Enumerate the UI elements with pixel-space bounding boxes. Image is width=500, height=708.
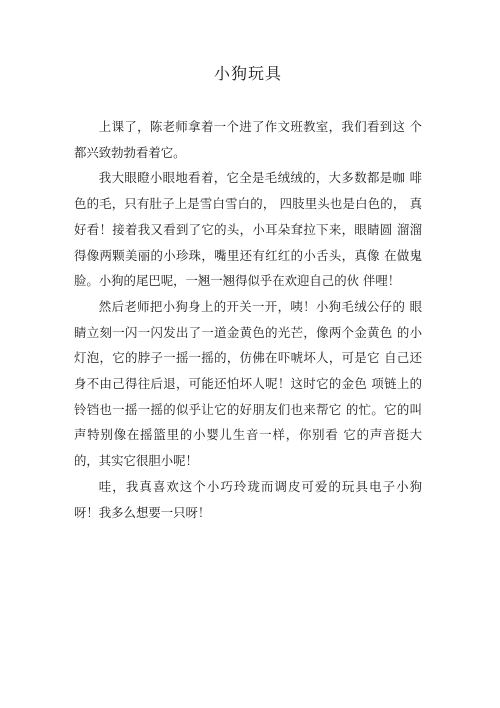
document-page xyxy=(74,62,422,525)
paragraph-2: 我大眼瞪小眼地看着，它全是毛绒绒的，大多数都是咖 啡色的毛，只有肚子上是雪白雪白的， 四肢里头也是白色的， 真好看！接着我又看到了它的头，小耳朵耷拉下来，眼睛圆 溜溜得像两颗美丽的小珍珠，嘴里还有红红的小舌头，真像 在做鬼脸。小狗的尾巴呢，一翘一翘得似乎在欢迎自己的伙 伴哩！ xyxy=(74,170,422,289)
paragraph-1: 上课了，陈老师拿着一个进了作文班教室，我们看到这 个都兴致勃勃看着它。 xyxy=(74,119,422,160)
document-title: 小狗玩具 xyxy=(213,64,282,83)
paragraph-4: 哇，我真喜欢这个小巧玲珑而调皮可爱的玩具电子小狗 呀！我多么想要一只呀！ xyxy=(74,478,422,520)
paragraph-3: 然后老师把小狗身上的开关一开，咦！小狗毛绒公仔的 眼睛立刻一闪一闪发出了一道金黄色的光芒，像两个金黄色 的小灯泡，它的脖子一摇一摇的，仿佛在吓唬坏人，可是它 自己还身不由己得往后退，可能还怕坏人呢！这时它的金色 项链上的铃铛也一摇一摇的似乎让它的好朋友们也来帮它 的忙。它的叫声特别像在摇篮里的小婴儿生音一样，你别看 它的声音挺大的，其实它很胆小呢！ xyxy=(74,298,422,469)
